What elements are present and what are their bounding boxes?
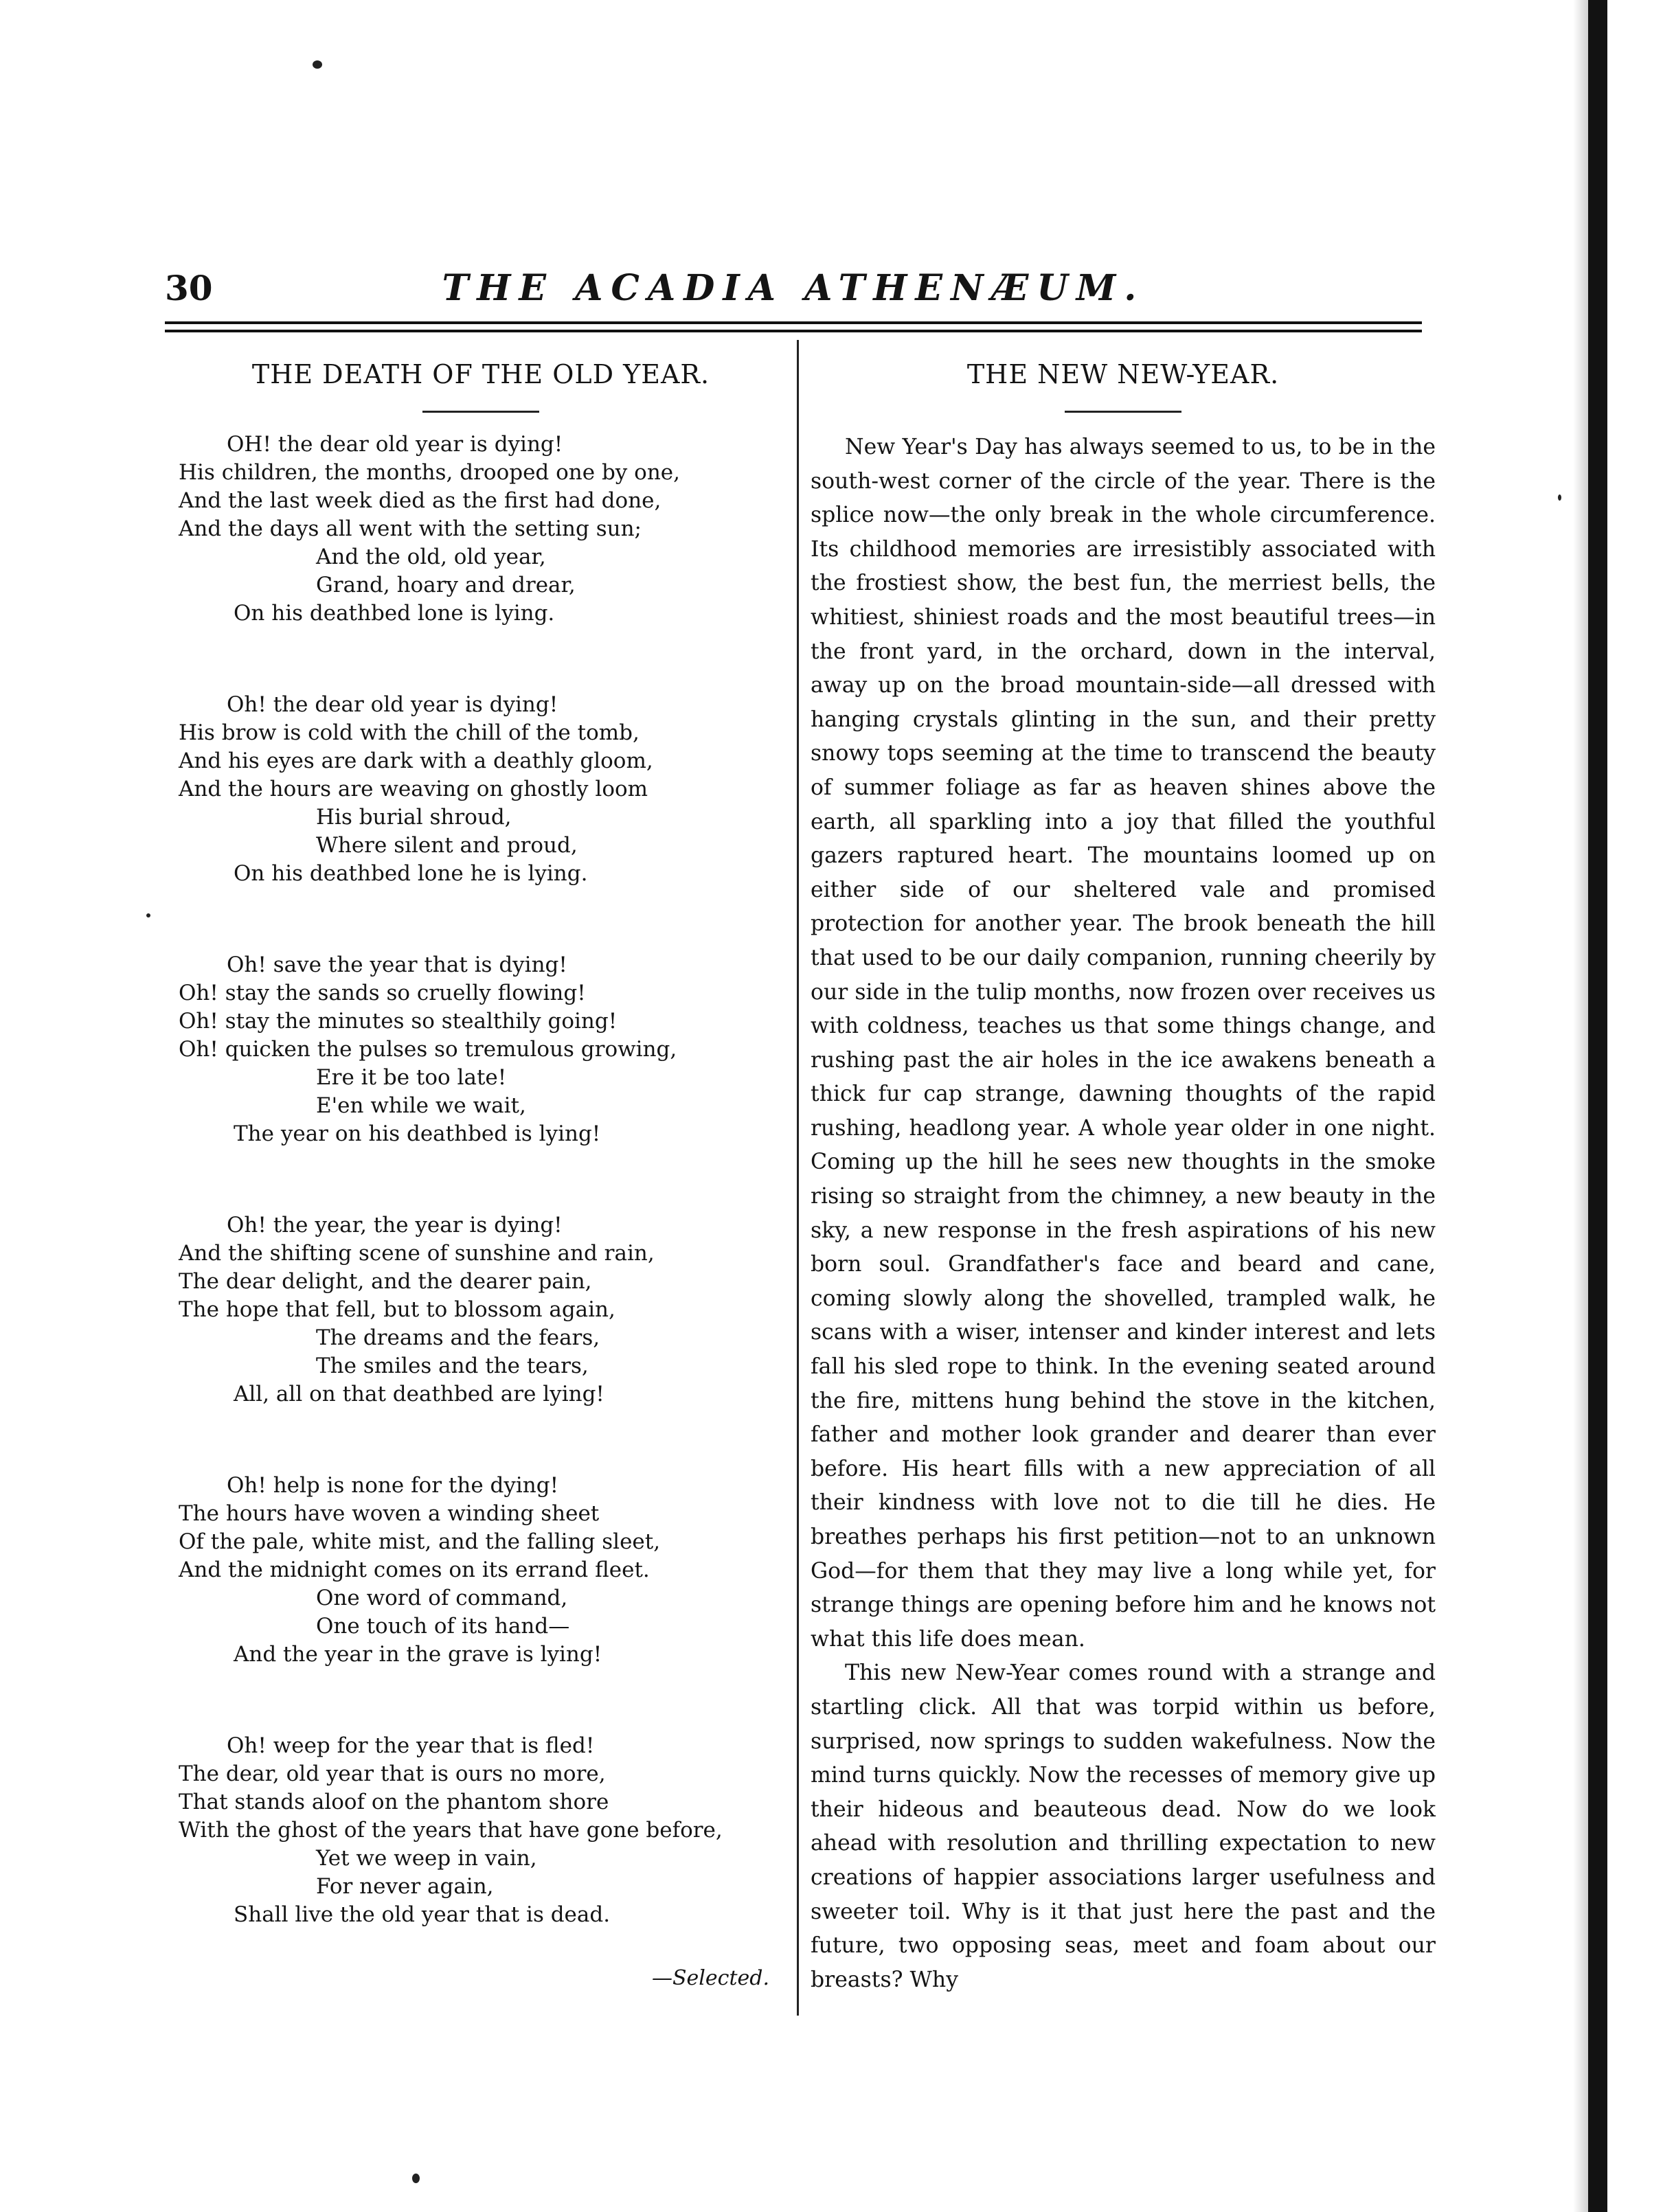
ink-speck: [1558, 494, 1561, 501]
poem-line: The smiles and the tears,: [316, 1354, 589, 1378]
poem-line: With the ghost of the years that have gone before,: [179, 1818, 723, 1843]
poem-line: And the days all went with the setting sun;: [179, 516, 642, 541]
poem-title: THE DEATH OF THE OLD YEAR.: [251, 359, 710, 389]
poem-line: The dear delight, and the dearer pain,: [179, 1269, 592, 1294]
poem-stanza: [179, 951, 783, 1148]
poem-line: His brow is cold with the chill of the tomb,: [179, 720, 640, 745]
poem-line: OH! the dear old year is dying!: [227, 432, 563, 457]
poem-line: Shall live the old year that is dead.: [234, 1902, 611, 1927]
poem-line: The year on his deathbed is lying!: [234, 1121, 601, 1146]
poem-stanza: [179, 1211, 783, 1409]
poem-line: The dreams and the fears,: [316, 1325, 600, 1350]
poem-line: Oh! the year, the year is dying!: [227, 1213, 563, 1238]
article-paragraph: New Year's Day has always seemed to us, to be in the south-west corner of the circle of the year. There is the splice now—the only break in the whole circumference. Its childhood memories are irresistibly associated with the frostiest show, the best fun, the merriest bells, the whitiest, shiniest roads and the most beautiful trees—in the front yard, in the orchard, down in the interval, away up on the broad mountain-side—all dressed with hanging crystals glinting in the sun, and their pretty snowy tops seeming at the time to transcend the beauty of summer foliage as far as heaven shines above the earth, all sparkling into a joy that filled the youthful gazers raptured heart. The mountains loomed up on either side of our sheltered vale and promised protection for another year. The brook beneath the hill that used to be our daily companion, running cheerily by our side in the tulip months, now frozen over receives us with coldness, teaches us that some things change, and rushing past the air holes in the ice awakens beneath a thick fur cap strange, dawning thoughts of the rapid rushing, headlong year. A whole year older in one night. Coming up the hill he sees new thoughts in the smoke rising so straight from the chimney, a new beauty in the sky, a new response in the fresh aspirations of his new born soul. Grandfather's face and beard and cane, coming slowly along the shovelled, trampled walk, he scans with a wiser, intenser and kinder interest and lets fall his sled rope to think. In the evening seated around the fire, mittens hung behind the stove in the kitchen, father and mother look grander and dearer than ever before. His heart fills with a new appreciation of all their kindness with love not to die till he dies. He breathes perhaps his first petition—not to an unknown God—for them that they may live a long while yet, for strange things are opening before him and he knows not what this life does mean.: [811, 435, 1436, 1652]
poem-line: On his deathbed lone he is lying.: [234, 861, 588, 886]
header-rule-top: [165, 321, 1422, 324]
poem-line: The hope that fell, but to blossom again,: [179, 1297, 615, 1322]
article-title-rule: [1065, 411, 1181, 413]
poem-line: One word of command,: [316, 1586, 568, 1610]
poem-line: E'en while we wait,: [316, 1093, 526, 1118]
header-double-rule: [165, 321, 1422, 338]
poem-stanza: [179, 691, 783, 888]
ink-speck: [146, 913, 150, 917]
poem-column: [179, 357, 783, 1992]
poem-line: The dear, old year that is ours no more,: [179, 1761, 606, 1786]
binding-shadow: [1573, 0, 1588, 2212]
column-divider: [797, 340, 799, 2016]
poem-line: And the old, old year,: [316, 545, 546, 569]
poem-line: All, all on that deathbed are lying!: [234, 1382, 604, 1406]
poem-line: For never again,: [316, 1874, 494, 1899]
poem-line: That stands aloof on the phantom shore: [179, 1790, 609, 1814]
binding-edge: [1588, 0, 1607, 2212]
poem-line: The hours have woven a winding sheet: [179, 1501, 600, 1526]
poem-line: On his deathbed lone is lying.: [234, 601, 555, 626]
poem-line: And the shifting scene of sunshine and rain,: [179, 1241, 655, 1266]
poem-stanza: [179, 431, 783, 628]
poem-credit: —Selected.: [651, 1966, 769, 1990]
poem-line: Oh! stay the sands so cruelly flowing!: [179, 981, 586, 1005]
poem-title-rule: [422, 411, 539, 413]
poem-line: Ere it be too late!: [316, 1065, 507, 1090]
poem-line: Where silent and proud,: [316, 833, 578, 858]
poem-line: Grand, hoary and drear,: [316, 573, 576, 597]
article-paragraph: This new New-Year comes round with a strange and startling click. All that was torpid within us before, surprised, now springs to sudden wakefulness. Now the mind turns quickly. Now the recesses of memory give up their hideous and beauteous dead. Now do we look ahead with resolution and thrilling expectation to new creations of happier associations larger usefulness and sweeter toil. Why is it that just here the past and the future, two opposing seas, meet and foam about our breasts? Why: [811, 1661, 1436, 1992]
header-rule-bottom: [165, 330, 1422, 332]
poem-line: Oh! the dear old year is dying!: [227, 692, 558, 717]
poem-line: Of the pale, white mist, and the falling sleet,: [179, 1529, 661, 1554]
poem-line: And his eyes are dark with a deathly gloom,: [179, 749, 653, 773]
poem-line: Oh! weep for the year that is fled!: [227, 1733, 595, 1758]
page-header: [165, 268, 1422, 316]
poem-line: And the hours are weaving on ghostly loom: [179, 777, 648, 801]
poem-stanza: [179, 1732, 783, 1929]
poem-stanza: [179, 1472, 783, 1669]
poem-line: Oh! help is none for the dying!: [227, 1473, 559, 1498]
ink-speck: [412, 2174, 420, 2183]
journal-title: THE ACADIA ATHENÆUM.: [442, 267, 1145, 309]
poem-line: Oh! save the year that is dying!: [227, 953, 567, 977]
page-number: 30: [165, 268, 213, 308]
ink-speck: [313, 60, 322, 69]
poem-line: Oh! stay the minutes so stealthily going!: [179, 1009, 618, 1034]
poem-line: His children, the months, drooped one by one,: [179, 460, 680, 485]
article-title: THE NEW NEW-YEAR.: [966, 359, 1280, 389]
poem-line: His burial shroud,: [316, 805, 512, 830]
poem-line: And the year in the grave is lying!: [234, 1642, 602, 1667]
poem-line: And the last week died as the first had done,: [179, 488, 661, 513]
poem-line: One touch of its hand—: [316, 1614, 570, 1639]
poem-line: And the midnight comes on its errand fleet.: [179, 1558, 650, 1582]
article-column: [811, 357, 1436, 1997]
poem-line: Yet we weep in vain,: [316, 1846, 537, 1871]
poem-line: Oh! quicken the pulses so tremulous growing,: [179, 1037, 677, 1062]
